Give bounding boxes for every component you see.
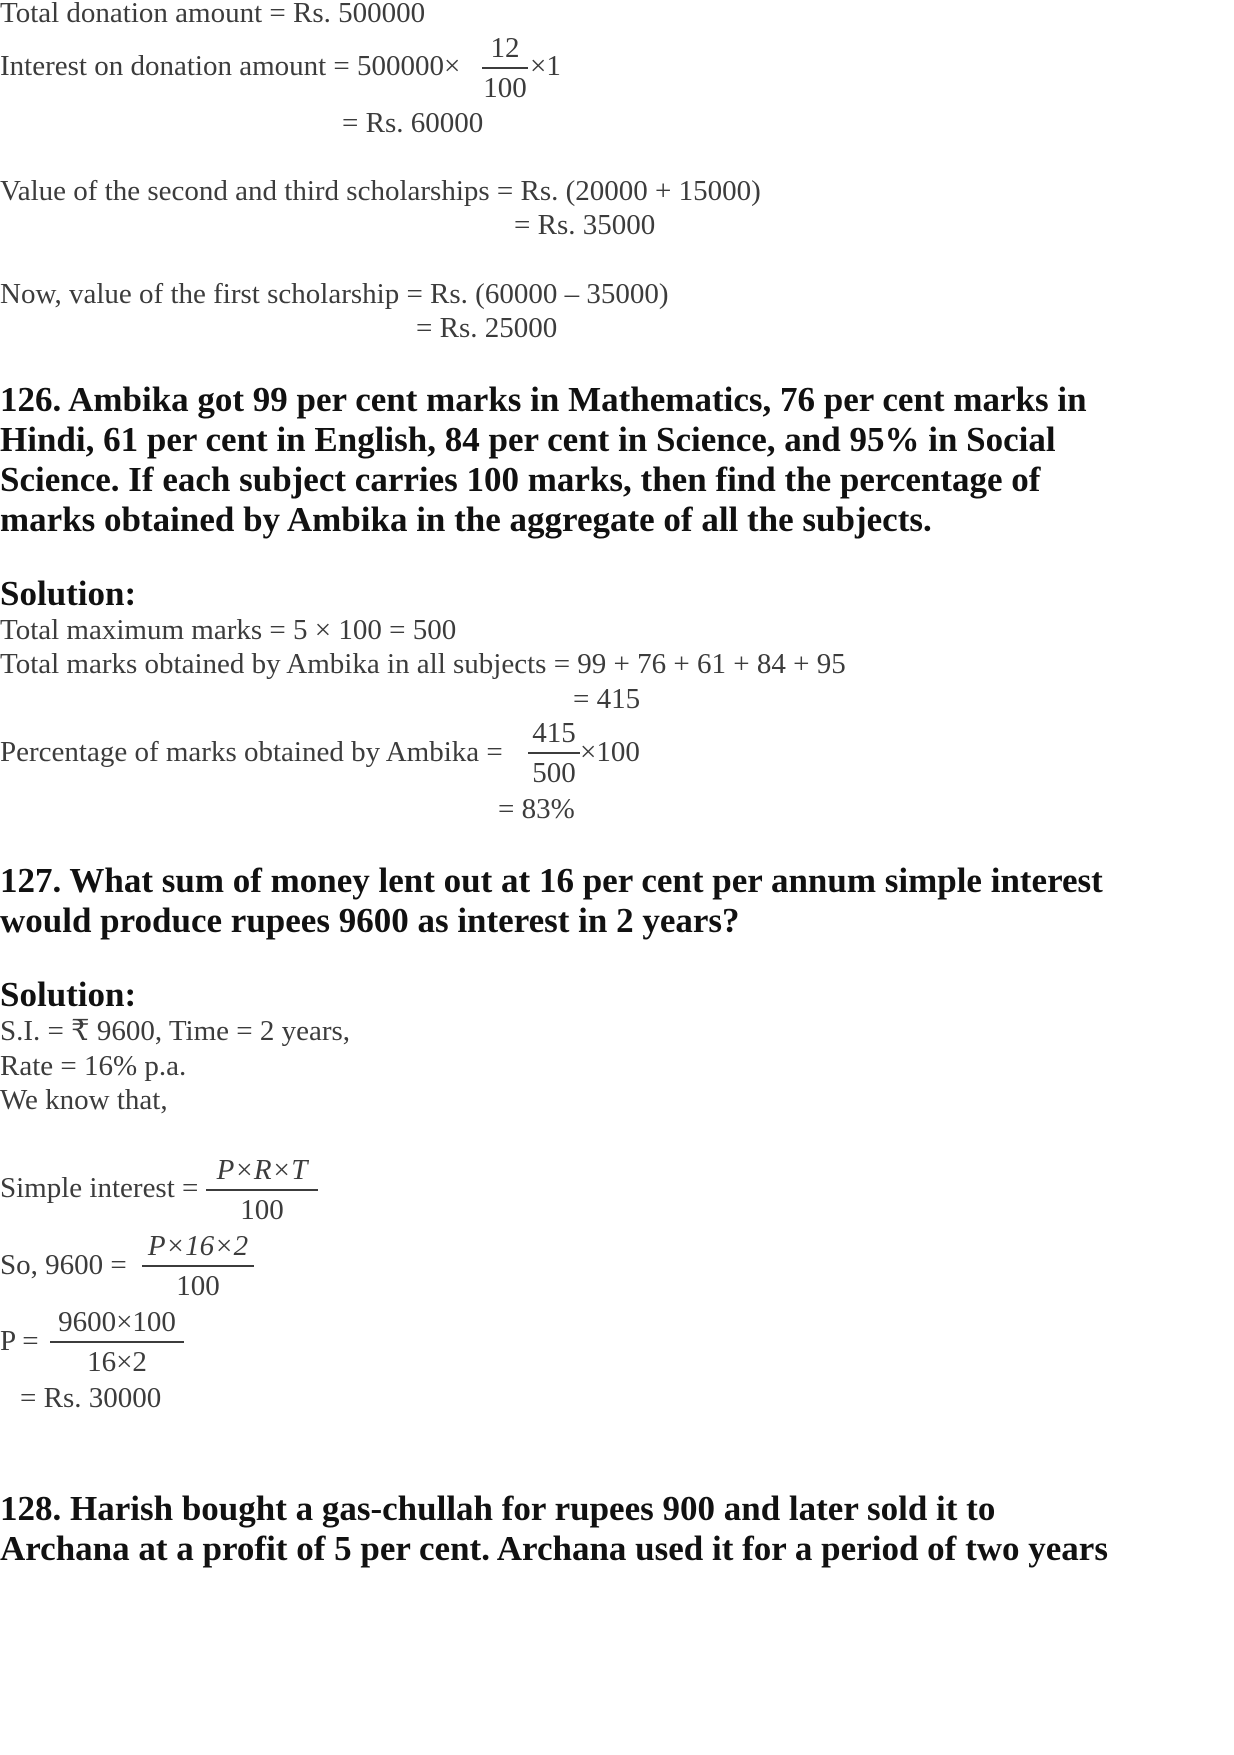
fraction-bar — [482, 67, 528, 69]
interest-fraction — [482, 31, 528, 105]
simple-interest-fraction — [206, 1153, 318, 1227]
fraction-numerator: P×R×T — [216, 1154, 308, 1186]
percentage-equation-tail: ×100 — [580, 736, 640, 768]
fraction-bar — [206, 1189, 318, 1191]
question-127-line-2: would produce rupees 9600 as interest in 2 years? — [0, 901, 740, 940]
question-127-line-1: 127. What sum of money lent out at 16 per cent per annum simple interest — [0, 861, 1103, 900]
solution-126-heading: Solution: — [0, 574, 137, 613]
first-scholarship-line: Now, value of the first scholarship = Rs. (60000 – 35000) — [0, 278, 669, 310]
fraction-denominator: 500 — [532, 757, 576, 789]
question-126-line-1: 126. Ambika got 99 per cent marks in Mathematics, 76 per cent marks in — [0, 380, 1087, 419]
principal-lhs: P = — [0, 1325, 39, 1357]
second-third-scholarship-line: Value of the second and third scholarships = Rs. (20000 + 15000) — [0, 175, 761, 207]
principal-result: = Rs. 30000 — [20, 1382, 162, 1414]
fraction-denominator: 100 — [240, 1194, 284, 1226]
interest-equation-lhs: Interest on donation amount = 500000× — [0, 50, 461, 82]
fraction-numerator: 9600×100 — [58, 1306, 176, 1338]
fraction-bar — [142, 1265, 254, 1267]
simple-interest-lhs: Simple interest = — [0, 1172, 199, 1204]
fraction-numerator: 415 — [532, 717, 576, 749]
question-128-line-2: Archana at a profit of 5 per cent. Archana used it for a period of two years — [0, 1529, 1108, 1568]
fraction-denominator: 100 — [176, 1270, 220, 1302]
interest-result: = Rs. 60000 — [342, 107, 484, 139]
percentage-result: = 83% — [498, 793, 575, 825]
fraction-denominator: 100 — [483, 72, 527, 104]
question-126-line-3: Science. If each subject carries 100 marks, then find the percentage of — [0, 460, 1041, 499]
fraction-bar — [528, 752, 580, 754]
so-9600-lhs: So, 9600 = — [0, 1249, 127, 1281]
obtained-marks-line: Total marks obtained by Ambika in all subjects = 99 + 76 + 61 + 84 + 95 — [0, 648, 846, 680]
fraction-bar — [50, 1341, 184, 1343]
principal-fraction — [50, 1305, 184, 1379]
fraction-numerator: P×16×2 — [147, 1230, 249, 1262]
question-126-line-2: Hindi, 61 per cent in English, 84 per cent in Science, and 95% in Social — [0, 420, 1056, 459]
percentage-fraction — [528, 716, 580, 790]
given-rate-line: Rate = 16% p.a. — [0, 1050, 187, 1082]
second-third-scholarship-result: = Rs. 35000 — [514, 209, 656, 241]
max-marks-line: Total maximum marks = 5 × 100 = 500 — [0, 614, 457, 646]
given-si-time-line: S.I. = ₹ 9600, Time = 2 years, — [0, 1015, 351, 1047]
fraction-numerator: 12 — [490, 32, 520, 64]
percentage-equation-lhs: Percentage of marks obtained by Ambika = — [0, 736, 503, 768]
so-9600-fraction — [142, 1229, 254, 1303]
solution-127-heading: Solution: — [0, 975, 137, 1014]
interest-equation-tail: ×1 — [530, 50, 561, 82]
question-128-line-1: 128. Harish bought a gas-chullah for rupees 900 and later sold it to — [0, 1489, 996, 1528]
total-donation-line: Total donation amount = Rs. 500000 — [0, 0, 426, 29]
question-126-line-4: marks obtained by Ambika in the aggregate of all the subjects. — [0, 500, 932, 539]
we-know-that-line: We know that, — [0, 1084, 168, 1116]
obtained-marks-result: = 415 — [573, 683, 641, 715]
fraction-denominator: 16×2 — [87, 1346, 147, 1378]
first-scholarship-result: = Rs. 25000 — [416, 312, 558, 344]
